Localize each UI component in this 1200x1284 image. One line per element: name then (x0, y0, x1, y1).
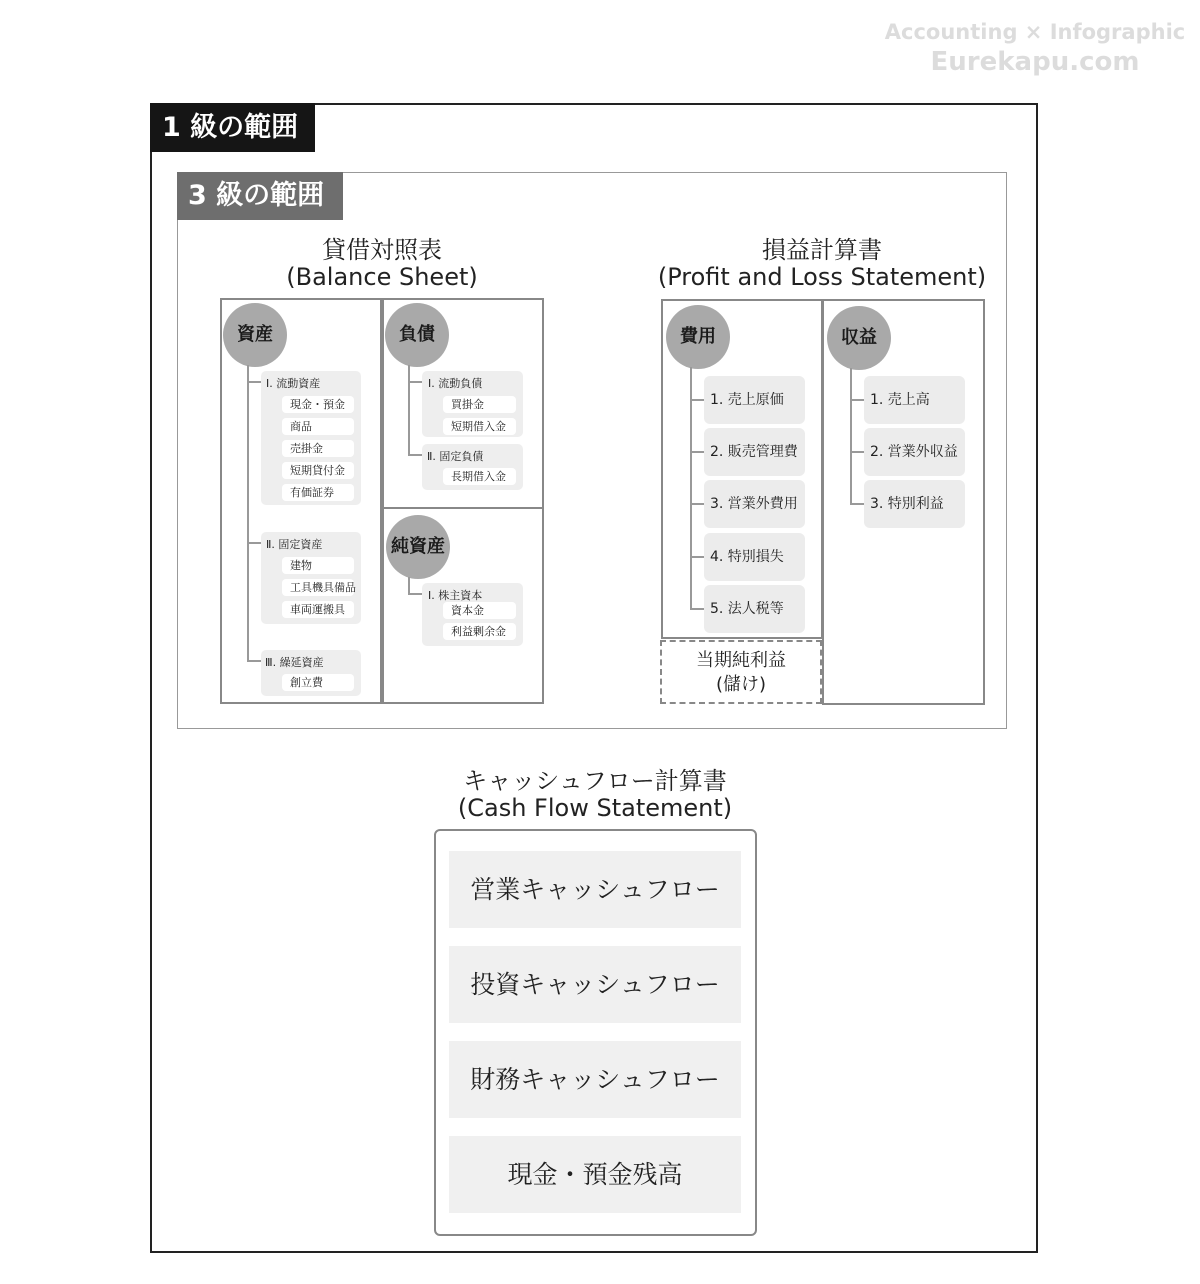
expenses-tree-branch (690, 556, 704, 558)
net-income-label: 当期純利益 (696, 650, 786, 671)
asset-item: 売掛金 (282, 440, 354, 457)
asset-item: 有価証券 (282, 484, 354, 501)
liabilities-tree-branch (408, 381, 422, 383)
asset-item: 工具機具備品 (282, 579, 354, 596)
net-income-box (660, 640, 822, 704)
balance-sheet-subtitle: (Balance Sheet) (286, 263, 478, 291)
level3-label: 3 級の範囲 (177, 172, 343, 220)
investing-cf-item: 投資キャッシュフロー (449, 946, 741, 1023)
shareholders-equity-heading: Ⅰ. 株主資本 (428, 589, 483, 602)
liabilities-tree-line (408, 365, 410, 455)
revenue-item: 1. 売上高 (864, 376, 965, 424)
liability-item: 短期借入金 (443, 418, 516, 435)
watermark-line1: Accounting × Infographic (884, 20, 1186, 44)
asset-item: 現金・預金 (282, 396, 354, 413)
income-statement-subtitle: (Profit and Loss Statement) (657, 263, 987, 291)
operating-cf-item: 営業キャッシュフロー (449, 851, 741, 928)
assets-circle: 資産 (223, 303, 287, 367)
net-assets-tree-line (408, 577, 410, 594)
balance-sheet-title: 貸借対照表 (322, 236, 442, 264)
liability-item: 長期借入金 (443, 468, 516, 485)
revenue-tree-branch (850, 399, 864, 401)
net-income-sublabel: (儲け) (715, 674, 767, 695)
revenue-tree-branch (850, 503, 864, 505)
asset-item: 車両運搬具 (282, 601, 354, 618)
current-assets-heading: Ⅰ. 流動資産 (266, 377, 321, 390)
assets-tree-branch (247, 542, 261, 544)
level1-label: 1 級の範囲 (150, 103, 315, 152)
liabilities-tree-branch (408, 454, 422, 456)
expenses-tree-branch (690, 451, 704, 453)
expense-item: 2. 販売管理費 (704, 428, 805, 476)
expense-item: 1. 売上原価 (704, 376, 805, 424)
expense-item: 3. 営業外費用 (704, 480, 805, 528)
asset-item: 短期貸付金 (282, 462, 354, 479)
expenses-circle: 費用 (666, 305, 730, 369)
asset-item: 商品 (282, 418, 354, 435)
assets-tree-branch (247, 381, 261, 383)
expense-item: 4. 特別損失 (704, 533, 805, 581)
cash-balance-item: 現金・預金残高 (449, 1136, 741, 1213)
watermark-line2: Eurekapu.com (930, 47, 1140, 77)
net-assets-circle: 純資産 (386, 515, 450, 579)
expenses-tree-branch (690, 608, 704, 610)
liability-item: 買掛金 (443, 396, 516, 413)
asset-item: 創立費 (282, 674, 354, 691)
revenue-item: 3. 特別利益 (864, 480, 965, 528)
revenue-tree-line (850, 368, 852, 504)
net-asset-item: 資本金 (443, 602, 516, 619)
revenue-circle: 収益 (827, 306, 891, 370)
net-asset-item: 利益剰余金 (443, 623, 516, 640)
asset-item: 建物 (282, 557, 354, 574)
financing-cf-item: 財務キャッシュフロー (449, 1041, 741, 1118)
net-assets-tree-branch (408, 593, 422, 595)
expenses-tree-branch (690, 399, 704, 401)
assets-tree-line (247, 365, 249, 661)
current-liabilities-heading: Ⅰ. 流動負債 (428, 377, 483, 390)
cash-flow-title: キャッシュフロー計算書 (463, 767, 727, 795)
expense-item: 5. 法人税等 (704, 585, 805, 633)
expenses-tree-branch (690, 503, 704, 505)
revenue-tree-branch (850, 451, 864, 453)
cash-flow-subtitle: (Cash Flow Statement) (457, 794, 733, 822)
liabilities-circle: 負債 (385, 303, 449, 367)
income-statement-title: 損益計算書 (762, 236, 882, 264)
assets-tree-branch (247, 660, 261, 662)
deferred-assets-heading: Ⅲ. 繰延資産 (265, 656, 324, 669)
expenses-tree-line (690, 367, 692, 609)
fixed-liabilities-heading: Ⅱ. 固定負債 (427, 450, 484, 463)
revenue-item: 2. 営業外収益 (864, 428, 965, 476)
fixed-assets-heading: Ⅱ. 固定資産 (266, 538, 323, 551)
